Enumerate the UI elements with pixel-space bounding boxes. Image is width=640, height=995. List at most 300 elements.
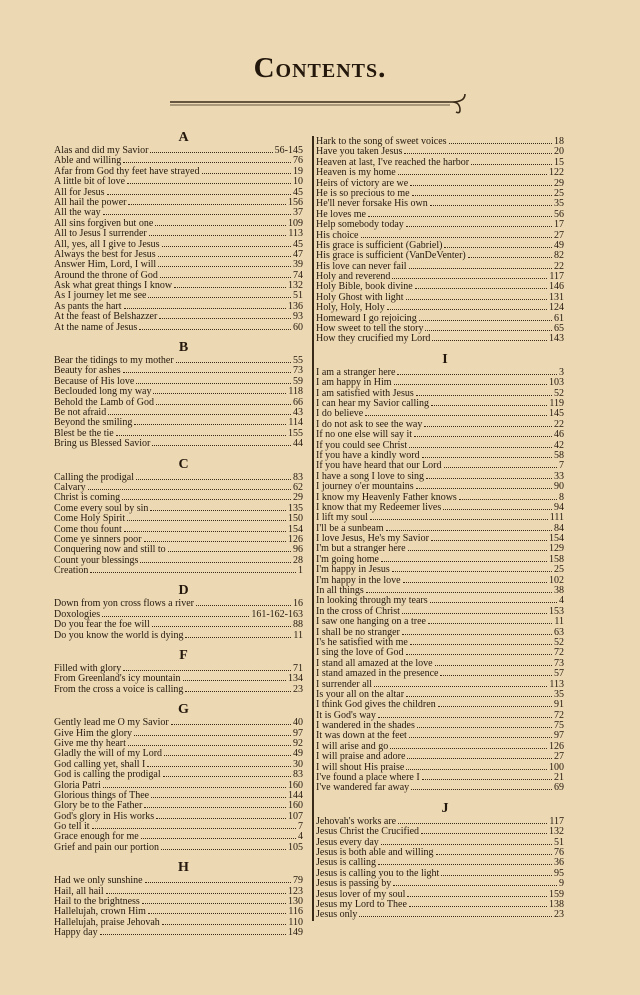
dot-leader xyxy=(171,717,291,725)
entry-title: Beauty for ashes xyxy=(54,365,121,377)
dot-leader xyxy=(407,751,552,759)
toc-entry xyxy=(316,230,564,240)
entry-page: 118 xyxy=(288,386,303,398)
toc-entry xyxy=(316,377,564,387)
toc-entry xyxy=(54,438,303,448)
entry-title: Because of His love xyxy=(54,375,135,387)
toc-entry xyxy=(316,868,564,878)
entry-title: He is so precious to me xyxy=(316,187,410,199)
entry-title: In looking through my tears xyxy=(316,595,428,607)
entry-page: 113 xyxy=(288,228,303,240)
entry-page: 51 xyxy=(554,836,564,848)
entry-page: 136 xyxy=(288,300,303,312)
toc-entry xyxy=(54,301,303,311)
section-letter: H xyxy=(178,860,189,876)
entry-title: I will praise and adore xyxy=(316,751,406,763)
entry-title: Around the throne of God xyxy=(54,269,158,281)
entry-title: It is God's way xyxy=(316,709,376,721)
entry-page: 3 xyxy=(559,366,564,378)
entry-page: 97 xyxy=(293,727,303,739)
entry-title: Jesus my Lord to Thee xyxy=(316,898,407,910)
toc-entry xyxy=(54,249,303,259)
toc-entry xyxy=(54,417,303,427)
entry-title: I sing the love of God xyxy=(316,647,404,659)
entry-page: 126 xyxy=(549,740,564,752)
dot-leader xyxy=(152,438,291,446)
entry-page: 111 xyxy=(549,512,564,524)
toc-entry xyxy=(54,728,303,738)
toc-entry xyxy=(316,564,564,574)
dot-leader xyxy=(124,524,286,532)
entry-page: 131 xyxy=(549,291,564,303)
entry-page: 149 xyxy=(288,927,303,939)
dot-leader xyxy=(368,209,552,217)
dot-leader xyxy=(134,417,286,425)
entry-page: 51 xyxy=(293,290,303,302)
entry-title: Homeward I go rejoicing xyxy=(316,312,417,324)
entry-page: 132 xyxy=(288,280,303,292)
toc-entry xyxy=(54,619,303,629)
toc-entry xyxy=(316,261,564,271)
toc-entry xyxy=(316,616,564,626)
entry-title: All sins forgiven but one xyxy=(54,217,154,229)
dot-leader xyxy=(398,816,547,824)
dot-leader xyxy=(156,811,286,819)
left-column xyxy=(54,130,303,946)
dot-leader xyxy=(431,533,547,541)
entry-title: Help somebody today xyxy=(316,219,404,231)
entry-page: 16 xyxy=(293,598,303,610)
toc-entry xyxy=(54,609,303,619)
dot-leader xyxy=(414,429,552,437)
entry-page: 30 xyxy=(293,758,303,770)
dot-leader xyxy=(408,543,547,551)
dot-leader xyxy=(140,555,291,563)
entry-page: 150 xyxy=(288,513,303,525)
entry-title: Glorious things of Thee xyxy=(54,789,150,801)
toc-entry xyxy=(316,367,564,377)
dot-leader xyxy=(365,408,547,416)
entry-title: Heirs of victory are we xyxy=(316,177,409,189)
entry-title: Calling the prodigal xyxy=(54,471,134,483)
toc-entry xyxy=(316,741,564,751)
toc-entry xyxy=(316,450,564,460)
dot-leader xyxy=(106,886,286,894)
entry-title: A little bit of love xyxy=(54,176,126,188)
entry-title: Grace enough for me xyxy=(54,831,139,843)
entry-title: Always the best for Jesus xyxy=(54,248,156,260)
entry-page: 130 xyxy=(288,896,303,908)
entry-page: 102 xyxy=(549,574,564,586)
entry-title: Do you know the world is dying xyxy=(54,629,184,641)
toc-entry xyxy=(54,886,303,896)
entry-page: 61 xyxy=(554,312,564,324)
toc-entry xyxy=(316,198,564,208)
toc-entry xyxy=(316,167,564,177)
entry-title: He loves me xyxy=(316,208,366,220)
entry-title: I lift my soul xyxy=(316,512,368,524)
toc-entry xyxy=(316,492,564,502)
toc-entry xyxy=(316,782,564,792)
dot-leader xyxy=(394,377,547,385)
section-letter: B xyxy=(178,340,189,356)
entry-page: 88 xyxy=(293,619,303,631)
entry-title: Come ye sinners poor xyxy=(54,533,142,545)
entry-page: 9 xyxy=(559,878,564,890)
entry-title: All hail the power xyxy=(54,196,127,208)
entry-title: All the way xyxy=(54,207,101,219)
section-letter: I xyxy=(442,351,448,367)
entry-title: Jesus is both able and willing xyxy=(316,847,434,858)
dot-leader xyxy=(92,821,296,829)
entry-page: 90 xyxy=(554,481,564,493)
dot-leader xyxy=(196,598,291,606)
toc-entry xyxy=(316,271,564,281)
toc-entry xyxy=(54,428,303,438)
dot-leader xyxy=(158,259,291,267)
toc-entry xyxy=(316,398,564,408)
entry-title: Creation xyxy=(54,565,89,577)
toc-entry xyxy=(316,512,564,522)
entry-page: 105 xyxy=(288,841,303,853)
toc-entry xyxy=(54,218,303,228)
entry-page: 129 xyxy=(549,543,564,555)
dot-leader xyxy=(136,376,291,384)
entry-title: I think God gives the children xyxy=(316,699,436,711)
section-letter: F xyxy=(179,648,188,664)
entry-title: I'm but a stranger here xyxy=(316,543,406,555)
entry-page: 15 xyxy=(554,156,564,168)
toc-entry xyxy=(54,155,303,165)
entry-page: 95 xyxy=(554,867,564,879)
dot-leader xyxy=(134,728,291,736)
toc-entry xyxy=(316,762,564,772)
entry-title: Come Holy Spirit xyxy=(54,513,126,525)
entry-title: It was down at the feet xyxy=(316,730,407,742)
toc-entry xyxy=(316,388,564,398)
dot-leader xyxy=(183,673,287,681)
toc-entry xyxy=(316,575,564,585)
dot-leader xyxy=(123,155,291,163)
entry-page: 18 xyxy=(554,136,564,147)
dot-leader xyxy=(156,397,291,405)
entry-title: How sweet to tell the story xyxy=(316,323,424,335)
dot-leader xyxy=(100,927,286,935)
toc-entry xyxy=(316,627,564,637)
entry-page: 119 xyxy=(549,397,564,409)
dot-leader xyxy=(443,502,552,510)
dot-leader xyxy=(374,679,547,687)
entry-page: 36 xyxy=(554,857,564,869)
dot-leader xyxy=(417,720,552,728)
toc-entry xyxy=(316,146,564,156)
entry-page: 45 xyxy=(293,186,303,198)
toc-entry xyxy=(316,909,564,919)
entry-page: 39 xyxy=(293,259,303,271)
toc-entry xyxy=(54,663,303,673)
entry-page: 7 xyxy=(298,821,303,833)
entry-page: 57 xyxy=(554,668,564,680)
toc-entry xyxy=(54,197,303,207)
toc-entry xyxy=(54,187,303,197)
dot-leader xyxy=(103,207,291,215)
entry-page: 126 xyxy=(288,533,303,545)
entry-page: 49 xyxy=(293,748,303,760)
entry-page: 75 xyxy=(554,720,564,732)
entry-page: 66 xyxy=(293,396,303,408)
dot-leader xyxy=(185,684,291,692)
entry-title: Holy Bible, book divine xyxy=(316,281,413,293)
toc-entry xyxy=(54,145,303,155)
entry-title: God's glory in His works xyxy=(54,810,155,822)
entry-title: Give Him the glory xyxy=(54,727,133,739)
entry-title: I've found a place where I xyxy=(316,772,420,784)
entry-title: From the cross a voice is calling xyxy=(54,683,184,695)
entry-title: Down from yon cross flows a river xyxy=(54,598,194,610)
entry-page: 49 xyxy=(554,239,564,251)
toc-entry xyxy=(54,842,303,852)
dot-leader xyxy=(411,782,552,790)
toc-entry xyxy=(316,647,564,657)
entry-title: Hail to the brightness xyxy=(54,896,140,908)
entry-page: 82 xyxy=(554,250,564,262)
entry-page: 97 xyxy=(554,730,564,742)
entry-title: From Greenland's icy mountain xyxy=(54,673,181,685)
dot-leader xyxy=(381,554,547,562)
toc-entry xyxy=(54,407,303,417)
toc-entry xyxy=(54,927,303,937)
dot-leader xyxy=(136,472,291,480)
toc-entry xyxy=(54,270,303,280)
toc-entry xyxy=(316,637,564,647)
entry-page: 25 xyxy=(554,564,564,576)
entry-title: Gently lead me O my Savior xyxy=(54,717,169,729)
toc-entry xyxy=(316,323,564,333)
toc-entry xyxy=(54,239,303,249)
dot-leader xyxy=(410,178,552,186)
toc-entry xyxy=(316,240,564,250)
dot-leader xyxy=(410,637,552,645)
entry-page: 10 xyxy=(293,176,303,188)
entry-title: Hallelujah, crown Him xyxy=(54,906,146,918)
dot-leader xyxy=(392,564,552,572)
entry-page: 100 xyxy=(549,761,564,773)
dot-leader xyxy=(471,157,552,165)
entry-page: 25 xyxy=(554,187,564,199)
entry-title: Able and willing xyxy=(54,155,122,167)
dot-leader xyxy=(176,355,291,363)
toc-entry xyxy=(316,136,564,146)
toc-entry xyxy=(316,606,564,616)
dot-leader xyxy=(436,847,553,855)
toc-entry xyxy=(54,207,303,217)
dot-leader xyxy=(422,772,552,780)
dot-leader xyxy=(103,780,286,788)
toc-entry xyxy=(316,847,564,857)
toc-entry xyxy=(316,816,564,826)
toc-entry xyxy=(54,684,303,694)
toc-entry xyxy=(316,543,564,553)
dot-leader xyxy=(202,166,292,174)
toc-entry xyxy=(316,658,564,668)
entry-title: Have you taken Jesus xyxy=(316,146,403,158)
dot-leader xyxy=(185,630,291,638)
dot-leader xyxy=(152,619,291,627)
entry-title: I do believe xyxy=(316,408,364,420)
entry-page: 83 xyxy=(293,769,303,781)
entry-title: I am a stranger here xyxy=(316,366,396,378)
entry-title: Had we only sunshine xyxy=(54,875,143,887)
entry-page: 7 xyxy=(559,460,564,472)
dot-leader xyxy=(426,471,552,479)
entry-page: 123 xyxy=(288,885,303,897)
entry-page: 73 xyxy=(554,657,564,669)
entry-page: 74 xyxy=(293,269,303,281)
entry-page: 33 xyxy=(554,470,564,482)
entry-title: As pants the hart xyxy=(54,300,122,312)
dot-leader xyxy=(128,738,291,746)
entry-title: Come thou fount xyxy=(54,523,122,535)
dot-leader xyxy=(444,240,552,248)
entry-title: All to Jesus I surrender xyxy=(54,228,147,240)
entry-page: 93 xyxy=(293,311,303,323)
entry-title: Happy day xyxy=(54,927,98,939)
entry-title: If you have a kindly word xyxy=(316,449,420,461)
toc-entry xyxy=(54,875,303,885)
toc-entry xyxy=(316,595,564,605)
entry-title: I's he satisfied with me xyxy=(316,636,408,648)
entry-title: Heaven at last, I've reached the harbor xyxy=(316,156,470,168)
dot-leader xyxy=(102,609,249,617)
toc-entry xyxy=(54,176,303,186)
entry-page: 96 xyxy=(293,544,303,556)
toc-entry xyxy=(316,899,564,909)
toc-entry xyxy=(316,178,564,188)
entry-title: I have a song I love to sing xyxy=(316,470,425,482)
dot-leader xyxy=(406,647,553,655)
entry-page: 1 xyxy=(298,565,303,577)
toc-entry xyxy=(316,188,564,198)
entry-title: Jesus lover of my soul xyxy=(316,888,406,900)
dot-leader xyxy=(412,188,552,196)
entry-page: 146 xyxy=(549,281,564,293)
toc-entry xyxy=(316,837,564,847)
entry-page: 55 xyxy=(293,355,303,367)
entry-page: 154 xyxy=(549,533,564,545)
dot-leader xyxy=(406,762,547,770)
section-letter: C xyxy=(178,456,189,472)
dot-leader xyxy=(378,857,552,865)
entry-title: Afar from God thy feet have strayed xyxy=(54,165,200,177)
entry-page: 56 xyxy=(554,208,564,220)
toc-entry xyxy=(316,281,564,291)
toc-entry xyxy=(316,554,564,564)
entry-page: 28 xyxy=(293,554,303,566)
entry-title: Beyond the smiling xyxy=(54,417,133,429)
entry-title: I journey o'er mountains xyxy=(316,481,414,493)
toc-entry xyxy=(316,699,564,709)
entry-page: 38 xyxy=(554,585,564,597)
dot-leader xyxy=(142,896,286,904)
toc-entry xyxy=(54,524,303,534)
toc-entry xyxy=(316,668,564,678)
dot-leader xyxy=(361,230,553,238)
toc-entry xyxy=(316,857,564,867)
entry-page: 40 xyxy=(293,717,303,729)
toc-entry xyxy=(54,386,303,396)
entry-title: I am satisfied with Jesus xyxy=(316,387,414,399)
dot-leader xyxy=(123,663,291,671)
section-letter: D xyxy=(178,583,189,599)
dot-leader xyxy=(398,167,547,175)
entry-title: I do not ask to see the way xyxy=(316,418,423,430)
dot-leader xyxy=(116,428,286,436)
entry-page: 11 xyxy=(554,616,564,628)
dot-leader xyxy=(108,407,291,415)
dot-leader xyxy=(144,534,287,542)
entry-title: I shall be no stranger xyxy=(316,626,400,638)
dot-leader xyxy=(415,281,547,289)
entry-page: 117 xyxy=(549,271,564,283)
entry-page: 69 xyxy=(554,782,564,794)
toc-entry xyxy=(54,397,303,407)
entry-title: His choice xyxy=(316,229,359,241)
toc-entry xyxy=(316,878,564,888)
entry-page: 91 xyxy=(554,699,564,711)
dot-leader xyxy=(421,826,547,834)
entry-page: 113 xyxy=(549,678,564,690)
toc-entry xyxy=(54,598,303,608)
entry-page: 114 xyxy=(288,417,303,429)
entry-page: 43 xyxy=(293,406,303,418)
toc-entry xyxy=(316,429,564,439)
dot-leader xyxy=(161,842,286,850)
dot-leader xyxy=(409,730,552,738)
entry-title: Jesus only xyxy=(316,909,358,921)
entry-page: 27 xyxy=(554,751,564,763)
entry-page: 23 xyxy=(293,683,303,695)
entry-page: 35 xyxy=(554,198,564,210)
entry-title: Hail, all hail xyxy=(54,885,104,897)
toc-entry xyxy=(54,290,303,300)
entry-title: In the cross of Christ xyxy=(316,605,400,617)
dot-leader xyxy=(430,595,557,603)
entry-page: 124 xyxy=(549,302,564,314)
entry-page: 159 xyxy=(549,888,564,900)
dot-leader xyxy=(435,658,552,666)
dot-leader xyxy=(150,145,272,153)
entry-page: 109 xyxy=(288,217,303,229)
entry-title: Conquering now and still to xyxy=(54,544,166,556)
entry-page: 161-162-163 xyxy=(251,608,303,620)
dot-leader xyxy=(386,523,552,531)
entry-title: Doxologies xyxy=(54,608,101,620)
toc-entry xyxy=(54,769,303,779)
dot-leader xyxy=(163,769,291,777)
entry-title: I will shout His praise xyxy=(316,761,405,773)
toc-entry xyxy=(54,482,303,492)
toc-entry xyxy=(316,219,564,229)
entry-title: I know my Heavenly Father knows xyxy=(316,491,457,503)
entry-title: All, yes, all I give to Jesus xyxy=(54,238,160,250)
dot-leader xyxy=(432,333,547,341)
dot-leader xyxy=(409,440,552,448)
entry-page: 58 xyxy=(554,449,564,461)
entry-page: 117 xyxy=(549,815,564,827)
section-letter: G xyxy=(178,702,189,718)
entry-page: 76 xyxy=(554,847,564,858)
entry-page: 83 xyxy=(293,471,303,483)
